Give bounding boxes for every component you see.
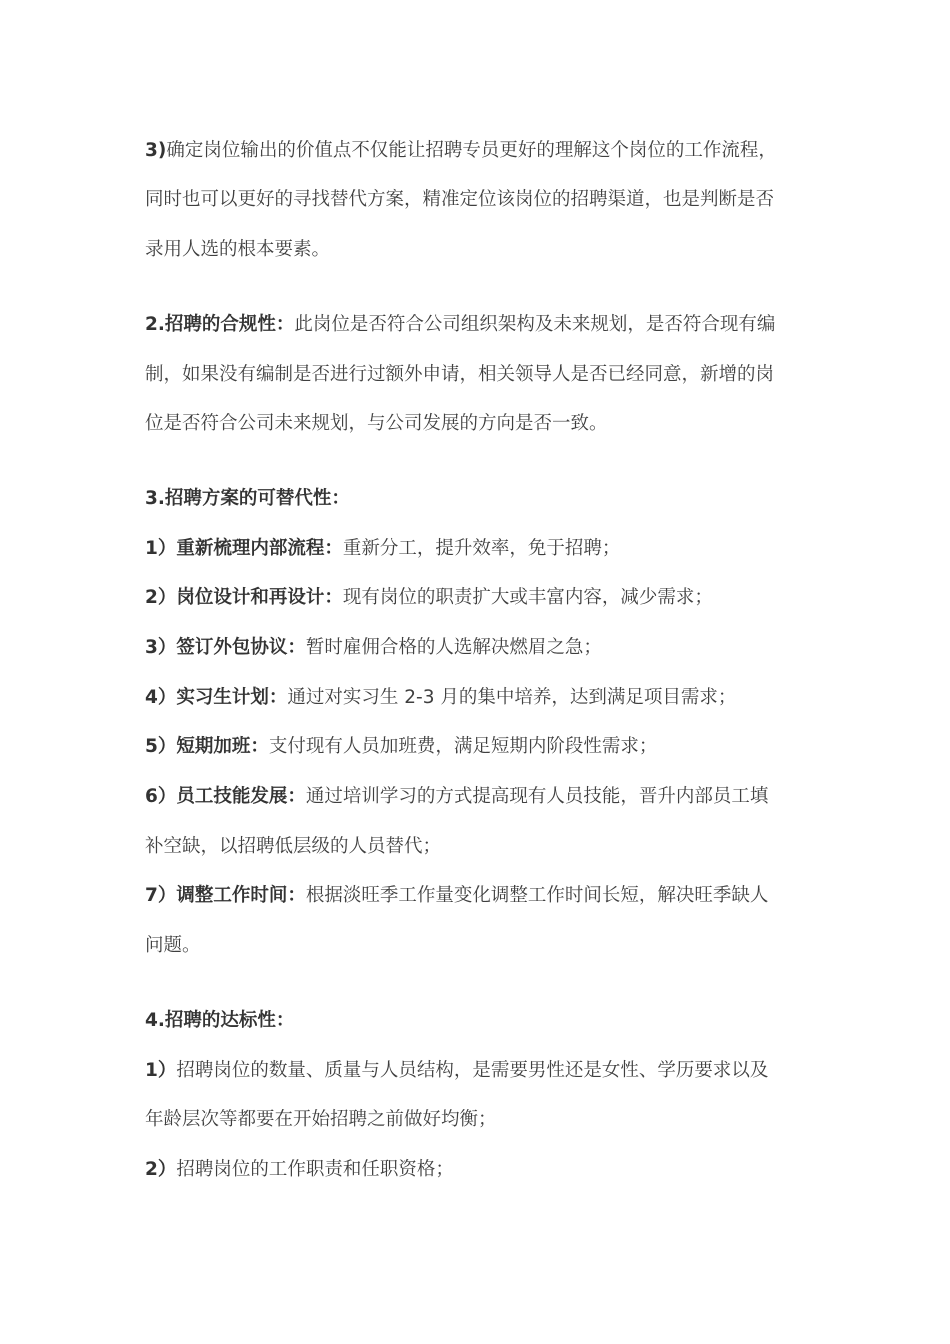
- list-item: [145, 585, 815, 611]
- list-item-continuation: [145, 1107, 815, 1133]
- paragraph-line: [145, 138, 815, 164]
- list-item-continuation: [145, 933, 815, 959]
- paragraph-line: [145, 362, 815, 388]
- body-text: 问题。: [145, 935, 201, 956]
- item-label: 7）调整工作时间：: [145, 885, 306, 906]
- paragraph-line: [145, 187, 815, 213]
- body-text: 补空缺，以招聘低层级的人员替代；: [145, 836, 442, 857]
- list-item: [145, 685, 815, 711]
- body-text: 此岗位是否符合公司组织架构及未来规划，是否符合现有编: [294, 314, 776, 335]
- paragraph-line: [145, 237, 815, 263]
- section-heading: 3.招聘方案的可替代性：: [145, 488, 350, 509]
- item-label: 5）短期加班：: [145, 736, 269, 757]
- item-label: 6）员工技能发展：: [145, 786, 306, 807]
- body-text: 年龄层次等都要在开始招聘之前做好均衡；: [145, 1109, 497, 1130]
- list-item: [145, 883, 815, 909]
- body-text: 根据淡旺季工作量变化调整工作时间长短，解决旺季缺人: [305, 885, 769, 906]
- list-item: [145, 635, 815, 661]
- body-text: 支付现有人员加班费，满足短期内阶段性需求；: [268, 736, 658, 757]
- body-text: 重新分工，提升效率，免于招聘；: [342, 538, 621, 559]
- list-item: [145, 784, 815, 810]
- bold-lead: 3): [145, 140, 167, 161]
- list-item-continuation: [145, 834, 815, 860]
- body-text: 暂时雇佣合格的人选解决燃眉之急；: [305, 637, 602, 658]
- paragraph-line: [145, 486, 815, 512]
- item-label: 1）重新梳理内部流程：: [145, 538, 343, 559]
- paragraph-line: [145, 411, 815, 437]
- list-item: [145, 734, 815, 760]
- body-text: 招聘岗位的数量、质量与人员结构，是需要男性还是女性、学历要求以及: [176, 1060, 769, 1081]
- body-text: 通过对实习生 2-3 月的集中培养，达到满足项目需求；: [287, 687, 737, 708]
- body-text: 通过培训学习的方式提高现有人员技能，晋升内部员工填: [305, 786, 769, 807]
- item-label: 1）: [145, 1060, 177, 1081]
- item-label: 3）签订外包协议：: [145, 637, 306, 658]
- paragraph-line: [145, 1008, 815, 1034]
- section-heading: 4.招聘的达标性：: [145, 1010, 295, 1031]
- body-text: 现有岗位的职责扩大或丰富内容，减少需求；: [342, 587, 713, 608]
- item-label: 4）实习生计划：: [145, 687, 288, 708]
- item-label: 2）岗位设计和再设计：: [145, 587, 343, 608]
- body-text: 制，如果没有编制是否进行过额外申请，相关领导人是否已经同意，新增的岗: [145, 364, 775, 385]
- body-text: 位是否符合公司未来规划，与公司发展的方向是否一致。: [145, 413, 608, 434]
- list-item: [145, 536, 815, 562]
- body-text: 同时也可以更好的寻找替代方案，精准定位该岗位的招聘渠道，也是判断是否: [145, 189, 775, 210]
- body-text: 招聘岗位的工作职责和任职资格；: [176, 1159, 454, 1180]
- body-text: 确定岗位输出的价值点不仅能让招聘专员更好的理解这个岗位的工作流程，: [166, 140, 777, 161]
- list-item: [145, 1157, 815, 1183]
- section-heading: 2.招聘的合规性：: [145, 314, 295, 335]
- body-text: 录用人选的根本要素。: [145, 239, 331, 260]
- item-label: 2）: [145, 1159, 177, 1180]
- paragraph-line: [145, 312, 815, 338]
- list-item: [145, 1058, 815, 1084]
